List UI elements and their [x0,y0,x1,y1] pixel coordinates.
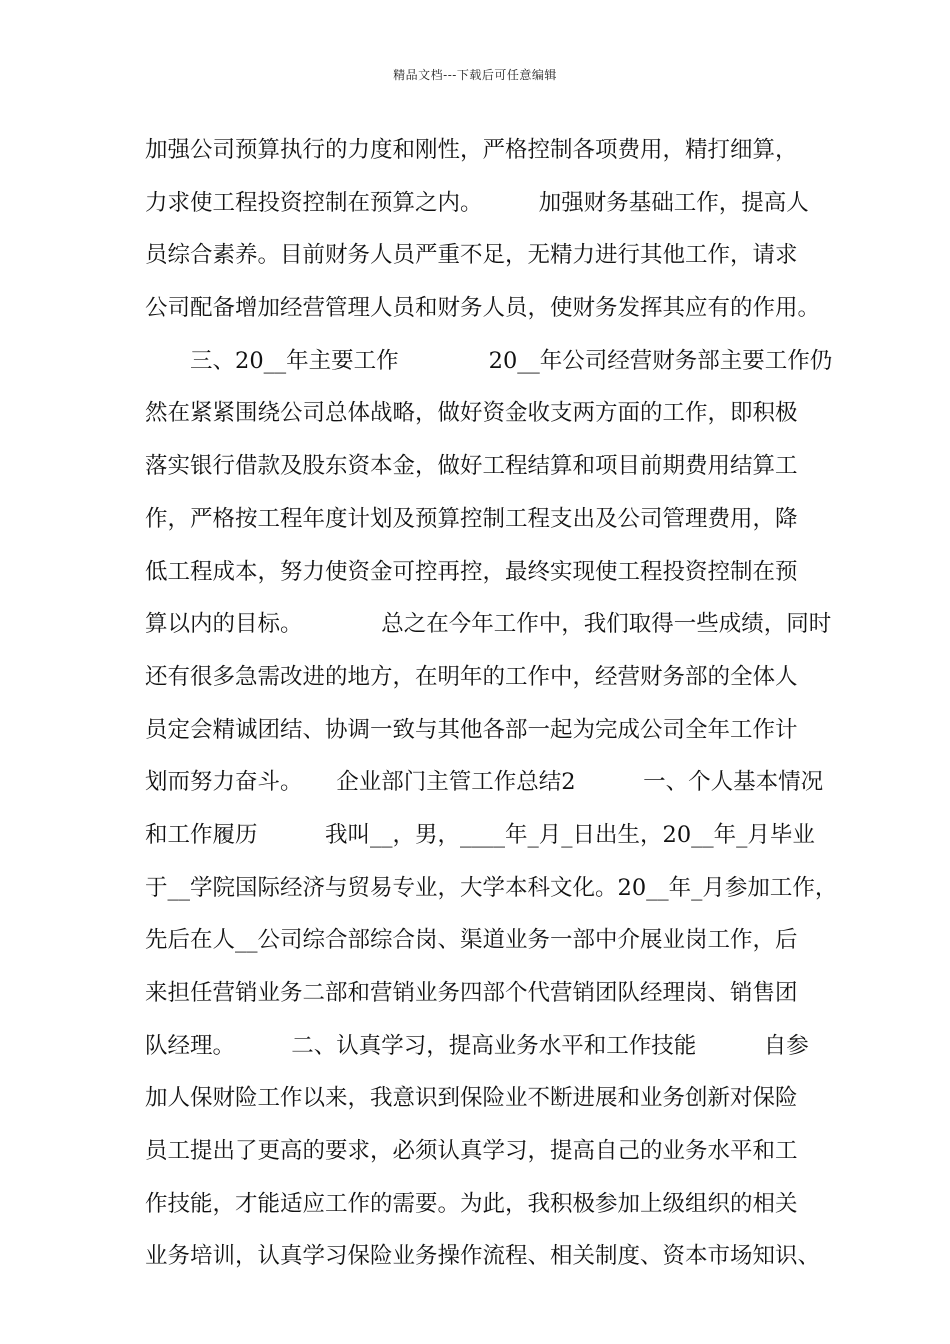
page-header: 精品文档---下载后可任意编辑 [393,68,557,82]
text-line: 作，严格按工程年度计划及预算控制工程支出及公司管理费用，降 [145,505,798,532]
text-line: 来担任营销业务二部和营销业务四部个代营销团队经理岗、销售团 [145,980,798,1006]
text-line: 三、20__年主要工作 20__年公司经营财务部主要工作仍 [145,347,833,374]
text-line: 作技能，才能适应工作的需要。为此，我积极参加上级组织的相关 [145,1190,798,1217]
text-line: 加强公司预算执行的力度和刚性，严格控制各项费用，精打细算， [145,137,798,163]
text-line: 落实银行借款及股东资本金，做好工程结算和项目前期费用结算工 [145,453,798,480]
text-line: 员定会精诚团结、协调一致与其他各部一起为完成公司全年工作计 [145,716,798,743]
text-line: 先后在人__公司综合部综合岗、渠道业务一部中介展业岗工作，后 [145,927,798,954]
text-line: 还有很多急需改进的地方，在明年的工作中，经营财务部的全体人 [145,663,798,690]
text-line: 公司配备增加经营管理人员和财务人员，使财务发挥其应有的作用。 [145,295,821,322]
text-line: 划而努力奋斗。 企业部门主管工作总结2 一、个人基本情况 [145,769,824,796]
text-line: 业务培训，认真学习保险业务操作流程、相关制度、资本市场知识、 [145,1243,821,1270]
text-line: 于__学院国际经济与贸易专业，大学本科文化。20__年_月参加工作， [145,874,838,901]
text-line: 和工作履历 我叫__，男，____年_月_日出生，20__年_月毕业 [145,821,815,848]
text-line: 低工程成本，努力使资金可控再控，最终实现使工程投资控制在预 [145,558,798,585]
text-line: 力求使工程投资控制在预算之内。 加强财务基础工作，提高人 [145,189,809,216]
text-line: 算以内的目标。 总之在今年工作中，我们取得一些成绩，同时 [145,611,832,638]
text-line: 员综合素养。目前财务人员严重不足，无精力进行其他工作，请求 [145,242,798,269]
document-body [145,124,838,1283]
text-line: 员工提出了更高的要求，必须认真学习，提高自己的业务水平和工 [145,1138,798,1165]
text-line: 队经理。 二、认真学习，提高业务水平和工作技能 自参 [145,1032,809,1059]
text-line: 加人保财险工作以来，我意识到保险业不断进展和业务创新对保险 [145,1085,798,1112]
text-line: 然在紧紧围绕公司总体战略，做好资金收支两方面的工作，即积极 [145,400,798,427]
